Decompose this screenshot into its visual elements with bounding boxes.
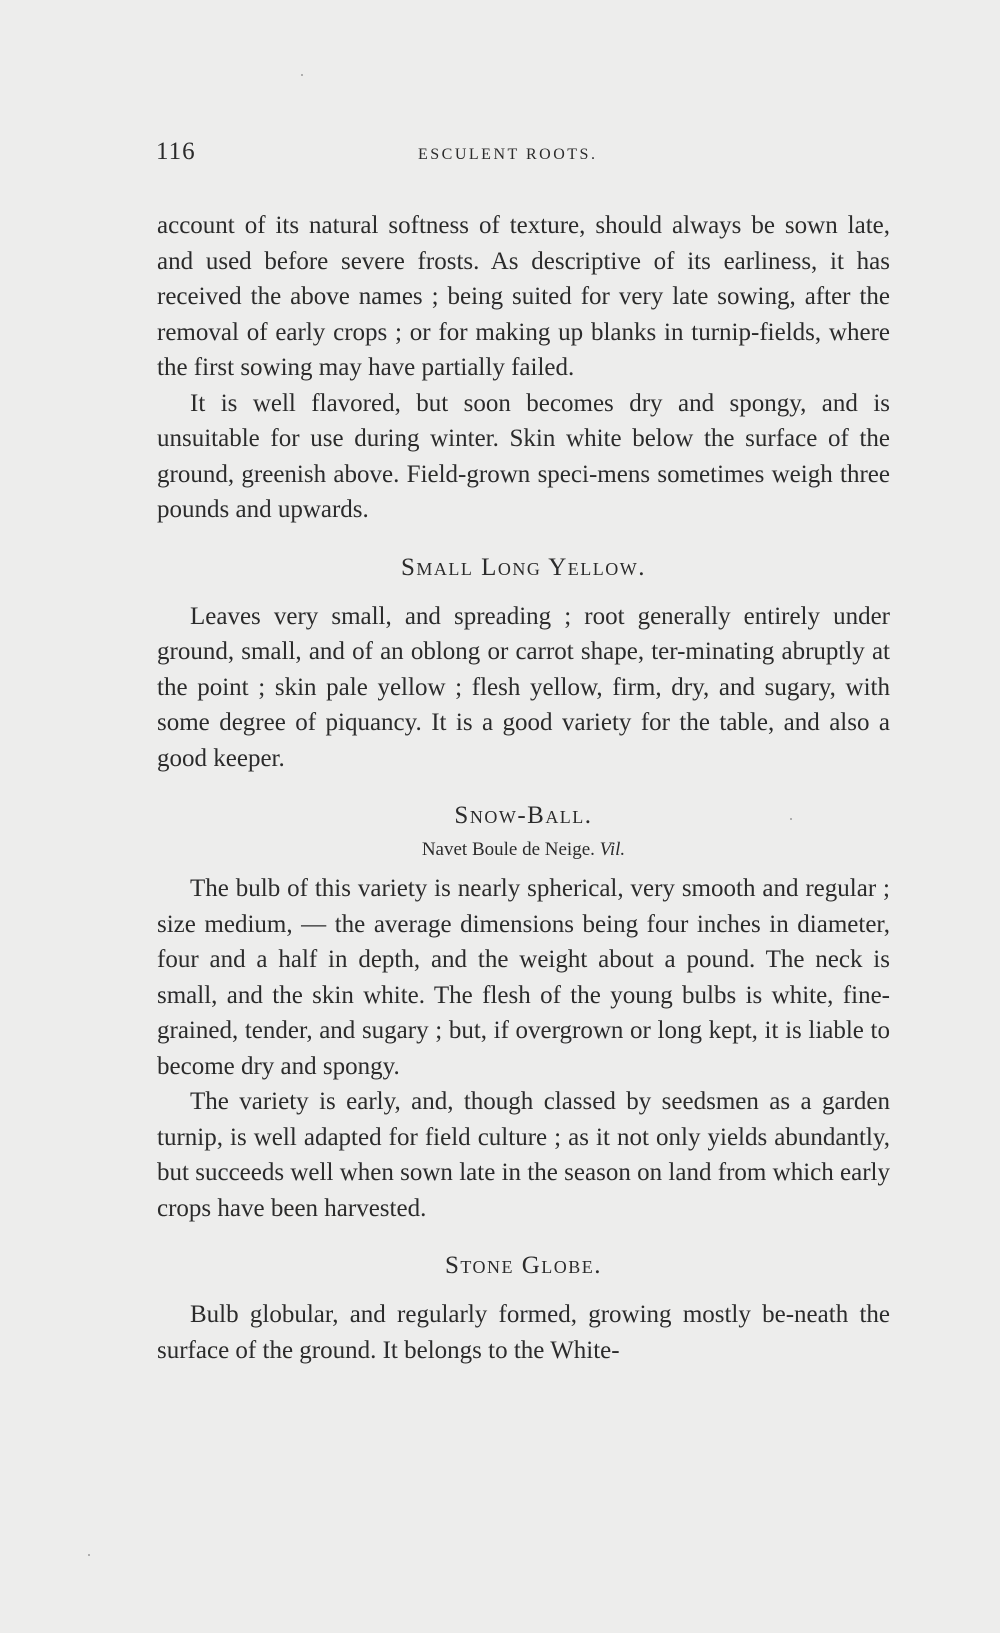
running-title: ESCULENT ROOTS.	[418, 146, 598, 163]
synonym-name: Navet Boule de Neige.	[421, 839, 595, 860]
body-text	[157, 208, 890, 1368]
snow-ball-paragraph: The bulb of this variety is nearly spherical, very smooth and regular ; size medium, — the average dimensions being four inches in diameter, four and a half in depth, and the weight about a pound. The neck is small, and the skin white. The flesh of the young bulbs is white, fine-grained, tender, and sugary ; but, if overgrown or long kept, it is liable to become dry and spongy.	[157, 875, 890, 1080]
intro-paragraph: It is well flavored, but soon becomes dry and spongy, and is unsuitable for use during winter. Skin white below the surface of the ground, greenish above. Field-grown speci-mens sometimes weigh three pounds and upwards.	[157, 389, 890, 523]
section-heading-stone-globe: Stone Globe.	[444, 1252, 603, 1279]
paper-speck	[88, 1554, 90, 1556]
page-number: 116	[156, 138, 196, 165]
section-heading-snow-ball: Snow-Ball.	[454, 802, 593, 829]
intro-paragraph-continued: account of its natural softness of texture, should always be sown late, and used before severe frosts. As descriptive of its earliness, it has received the above names ; being suited for very late sowing, after the removal of early crops ; or for making up blanks in turnip-fields, where the first sowing may have partially failed.	[157, 212, 890, 381]
small-long-yellow-paragraph: Leaves very small, and spreading ; root generally entirely under ground, small, and of an oblong or carrot shape, ter-minating abruptly at the point ; skin pale yellow ; flesh yellow, firm, dry, and sugary, with some degree of piquancy. It is a good variety for the table, and also a good keeper.	[157, 602, 890, 772]
stone-globe-paragraph: Bulb globular, and regularly formed, growing mostly be-neath the surface of the ground. It belongs to the White-	[157, 1301, 890, 1364]
paper-speck	[301, 74, 303, 76]
running-head	[156, 138, 891, 174]
synonym-abbreviation: Vil.	[599, 839, 626, 860]
section-heading-small-long-yellow: Small Long Yellow.	[400, 553, 647, 581]
snow-ball-paragraph-2: The variety is early, and, though classed by seedsmen as a garden turnip, is well adapted for field culture ; as it not only yields abundantly, but succeeds well when sown late in the season on land from which early crops have been harvested.	[157, 1088, 890, 1222]
synonym-line	[157, 835, 890, 865]
